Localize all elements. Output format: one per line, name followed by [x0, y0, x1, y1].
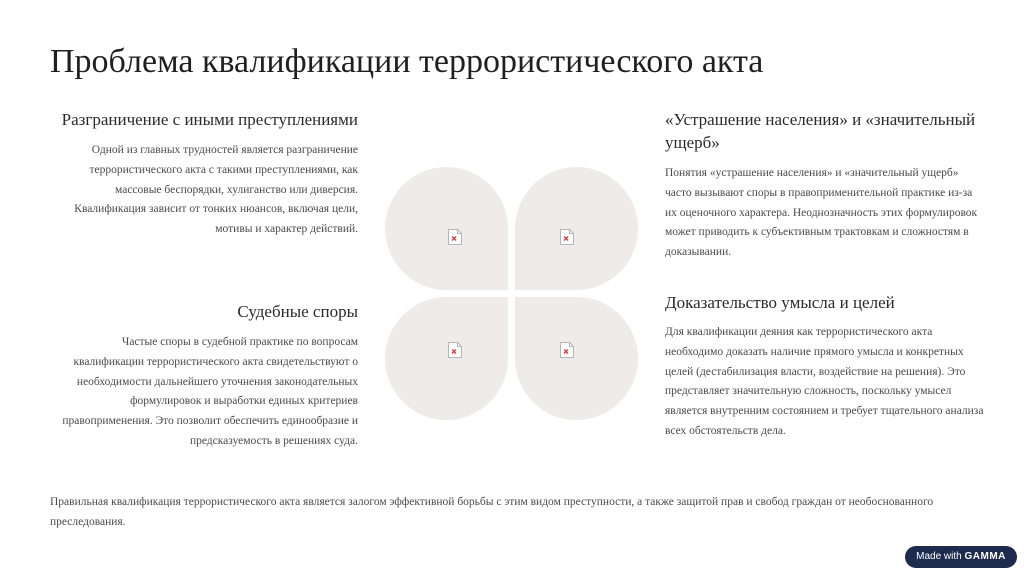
broken-image-icon: [447, 228, 463, 246]
block-intent-proof: [665, 291, 985, 442]
block-intimidation-damage: [665, 108, 985, 263]
block-text: Частые споры в судебной практике по вопросам квалификации террористического акта свидетельствуют о необходимости дальнейшего уточнения законодательных формулировок и выработки единых критериев правоприменения. Это позволит обеспечить единообразие и предсказуемость в решениях суда.: [62, 336, 358, 447]
broken-image-icon: [447, 341, 463, 359]
block-distinction: [50, 108, 358, 240]
badge-brand: GAMMA: [964, 551, 1006, 562]
block-text: Одной из главных трудностей является разграничение террористического акта с такими преступлениями, как массовые беспорядки, хулиганство или диверсия. Квалификация зависит от тонких нюансов, включая цели, мотивы и характер действий.: [74, 144, 358, 236]
badge-prefix: Made with: [916, 551, 962, 562]
petal-bottom-left: [385, 297, 508, 420]
block-court-disputes: [50, 300, 358, 452]
broken-image-icon: [559, 341, 575, 359]
block-heading: Доказательство умысла и целей: [665, 293, 895, 312]
petal-top-left: [385, 167, 508, 290]
block-heading: Разграничение с иными преступлениями: [61, 110, 358, 129]
page-title: Проблема квалификации террористического акта: [50, 43, 764, 80]
block-text: Понятия «устрашение населения» и «значительный ущерб» часто вызывают споры в правоприменительной практике из-за их оценочного характера. Неоднозначность этих формулировок может приводить к субъективным трактовкам и сложностям в доказывании.: [665, 167, 978, 259]
block-heading: «Устрашение населения» и «значительный ущерб»: [665, 110, 976, 152]
broken-image-icon: [559, 228, 575, 246]
made-with-gamma-badge[interactable]: [905, 546, 1017, 568]
petal-top-right: [515, 167, 638, 290]
conclusion-text: Правильная квалификация террористического акта является залогом эффективной борьбы с этим видом преступности, а также защитой прав и свобод граждан от необоснованного преследования.: [50, 496, 934, 528]
block-heading: Судебные споры: [237, 302, 358, 321]
block-text: Для квалификации деяния как террористического акта необходимо доказать наличие прямого умысла и конкретных целей (дестабилизация власти, воздействие на решения). Это представляет значительную сложность, поскольку умысел является внутренним состоянием и требует тщательного анализа всех обстоятельств дела.: [665, 326, 984, 437]
petal-bottom-right: [515, 297, 638, 420]
